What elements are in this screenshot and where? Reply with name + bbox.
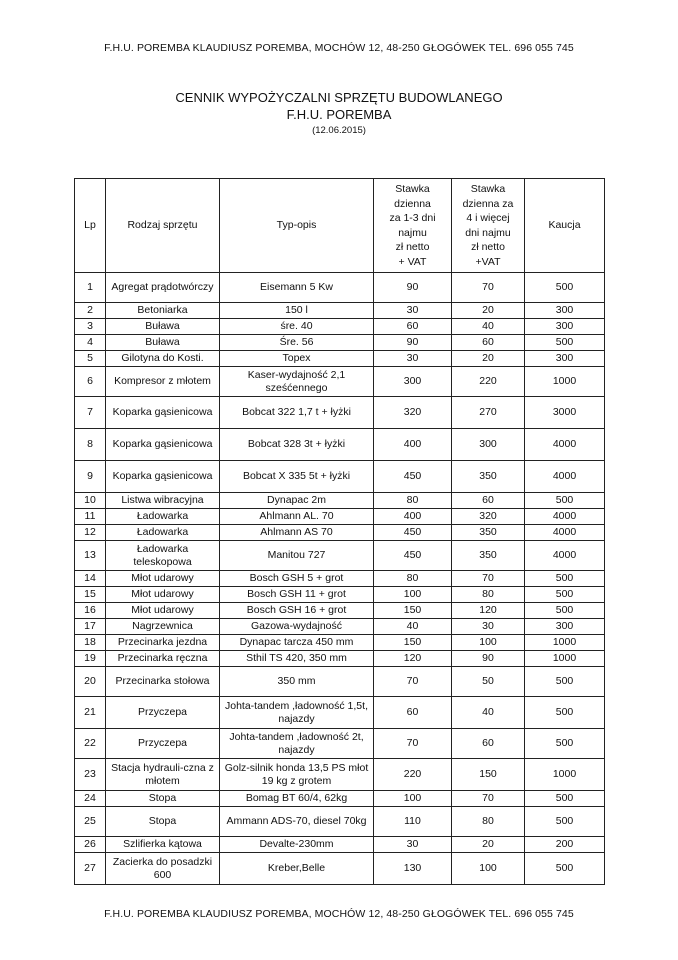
column-header-deposit: Kaucja [525, 179, 605, 273]
cell-deposit: 4000 [525, 525, 605, 541]
cell-deposit: 500 [525, 335, 605, 351]
cell-type: Devalte-230mm [220, 837, 374, 853]
column-header-equipment: Rodzaj sprzętu [106, 179, 220, 273]
table-row [75, 603, 605, 619]
cell-type: Kaser-wydajność 2,1 sześćennego [220, 367, 374, 397]
cell-deposit: 1000 [525, 759, 605, 791]
cell-lp: 6 [75, 367, 106, 397]
cell-rate-4-plus-days: 80 [452, 587, 525, 603]
cell-equipment: Kompresor z młotem [106, 367, 220, 397]
cell-rate-1-3-days: 30 [374, 837, 452, 853]
cell-equipment: Koparka gąsienicowa [106, 461, 220, 493]
cell-type: Bobcat X 335 5t + łyżki [220, 461, 374, 493]
cell-rate-4-plus-days: 350 [452, 525, 525, 541]
cell-rate-4-plus-days: 50 [452, 667, 525, 697]
cell-rate-1-3-days: 80 [374, 493, 452, 509]
cell-rate-4-plus-days: 20 [452, 837, 525, 853]
column-header-lp: Lp [75, 179, 106, 273]
cell-deposit: 500 [525, 853, 605, 885]
cell-deposit: 500 [525, 587, 605, 603]
cell-rate-4-plus-days: 150 [452, 759, 525, 791]
price-table [74, 178, 605, 885]
cell-deposit: 1000 [525, 635, 605, 651]
cell-type: Bosch GSH 5 + grot [220, 571, 374, 587]
table-row [75, 273, 605, 303]
cell-rate-1-3-days: 40 [374, 619, 452, 635]
column-header-type: Typ-opis [220, 179, 374, 273]
cell-lp: 7 [75, 397, 106, 429]
cell-equipment: Ładowarka teleskopowa [106, 541, 220, 571]
table-row [75, 587, 605, 603]
cell-rate-4-plus-days: 40 [452, 697, 525, 729]
cell-equipment: Koparka gąsienicowa [106, 429, 220, 461]
cell-rate-4-plus-days: 60 [452, 335, 525, 351]
cell-equipment: Młot udarowy [106, 571, 220, 587]
cell-type: Dynapac tarcza 450 mm [220, 635, 374, 651]
cell-rate-1-3-days: 450 [374, 525, 452, 541]
cell-type: Eisemann 5 Kw [220, 273, 374, 303]
cell-deposit: 1000 [525, 651, 605, 667]
cell-equipment: Koparka gąsienicowa [106, 397, 220, 429]
cell-deposit: 500 [525, 667, 605, 697]
cell-lp: 21 [75, 697, 106, 729]
cell-type: Ahlmann AS 70 [220, 525, 374, 541]
cell-rate-1-3-days: 450 [374, 461, 452, 493]
cell-lp: 17 [75, 619, 106, 635]
cell-type: śre. 40 [220, 319, 374, 335]
table-row [75, 397, 605, 429]
cell-lp: 4 [75, 335, 106, 351]
cell-lp: 25 [75, 807, 106, 837]
cell-type: Śre. 56 [220, 335, 374, 351]
cell-lp: 20 [75, 667, 106, 697]
cell-lp: 23 [75, 759, 106, 791]
cell-rate-4-plus-days: 40 [452, 319, 525, 335]
cell-rate-1-3-days: 100 [374, 791, 452, 807]
cell-equipment: Stopa [106, 791, 220, 807]
cell-type: 150 l [220, 303, 374, 319]
table-row [75, 319, 605, 335]
cell-lp: 24 [75, 791, 106, 807]
table-row [75, 525, 605, 541]
cell-rate-1-3-days: 80 [374, 571, 452, 587]
table-row [75, 571, 605, 587]
cell-lp: 26 [75, 837, 106, 853]
cell-rate-1-3-days: 120 [374, 651, 452, 667]
cell-equipment: Buława [106, 319, 220, 335]
cell-rate-1-3-days: 70 [374, 729, 452, 759]
table-row [75, 461, 605, 493]
cell-rate-1-3-days: 110 [374, 807, 452, 837]
cell-equipment: Buława [106, 335, 220, 351]
title-block [0, 89, 678, 138]
cell-rate-1-3-days: 220 [374, 759, 452, 791]
page-footer: F.H.U. POREMBA KLAUDIUSZ POREMBA, MOCHÓW 12, 48-250 GŁOGÓWEK TEL. 696 055 745 [104, 908, 574, 920]
cell-rate-1-3-days: 450 [374, 541, 452, 571]
cell-rate-1-3-days: 130 [374, 853, 452, 885]
cell-lp: 13 [75, 541, 106, 571]
document-title: CENNIK WYPOŻYCZALNI SPRZĘTU BUDOWLANEGO [175, 90, 503, 105]
cell-rate-4-plus-days: 90 [452, 651, 525, 667]
cell-type: Manitou 727 [220, 541, 374, 571]
cell-rate-4-plus-days: 300 [452, 429, 525, 461]
cell-equipment: Młot udarowy [106, 587, 220, 603]
table-row [75, 429, 605, 461]
cell-type: Bobcat 322 1,7 t + łyżki [220, 397, 374, 429]
cell-deposit: 300 [525, 619, 605, 635]
cell-rate-4-plus-days: 60 [452, 493, 525, 509]
cell-equipment: Przecinarka jezdna [106, 635, 220, 651]
cell-rate-4-plus-days: 220 [452, 367, 525, 397]
table-row [75, 335, 605, 351]
cell-deposit: 4000 [525, 429, 605, 461]
cell-deposit: 500 [525, 603, 605, 619]
cell-deposit: 1000 [525, 367, 605, 397]
cell-rate-1-3-days: 30 [374, 303, 452, 319]
cell-lp: 22 [75, 729, 106, 759]
cell-rate-1-3-days: 70 [374, 667, 452, 697]
table-row [75, 729, 605, 759]
cell-lp: 16 [75, 603, 106, 619]
cell-rate-4-plus-days: 70 [452, 571, 525, 587]
cell-equipment: Gilotyna do Kosti. [106, 351, 220, 367]
cell-lp: 18 [75, 635, 106, 651]
cell-lp: 11 [75, 509, 106, 525]
cell-deposit: 500 [525, 807, 605, 837]
cell-type: Johta-tandem ,ładowność 1,5t, najazdy [220, 697, 374, 729]
cell-rate-1-3-days: 320 [374, 397, 452, 429]
cell-lp: 10 [75, 493, 106, 509]
cell-equipment: Listwa wibracyjna [106, 493, 220, 509]
page-header: F.H.U. POREMBA KLAUDIUSZ POREMBA, MOCHÓW 12, 48-250 GŁOGÓWEK TEL. 696 055 745 [104, 42, 574, 54]
cell-type: Ammann ADS-70, diesel 70kg [220, 807, 374, 837]
cell-equipment: Betoniarka [106, 303, 220, 319]
cell-rate-1-3-days: 400 [374, 429, 452, 461]
document-date: (12.06.2015) [312, 125, 366, 136]
table-row [75, 493, 605, 509]
cell-lp: 8 [75, 429, 106, 461]
cell-type: Gazowa-wydajność [220, 619, 374, 635]
cell-rate-4-plus-days: 270 [452, 397, 525, 429]
cell-equipment: Przyczepa [106, 697, 220, 729]
cell-rate-1-3-days: 400 [374, 509, 452, 525]
table-row [75, 351, 605, 367]
cell-type: Ahlmann AL. 70 [220, 509, 374, 525]
cell-deposit: 500 [525, 791, 605, 807]
cell-lp: 3 [75, 319, 106, 335]
cell-rate-4-plus-days: 20 [452, 303, 525, 319]
cell-deposit: 500 [525, 697, 605, 729]
cell-equipment: Młot udarowy [106, 603, 220, 619]
table-body [75, 273, 605, 885]
cell-deposit: 4000 [525, 461, 605, 493]
cell-deposit: 500 [525, 493, 605, 509]
cell-type: Bosch GSH 11 + grot [220, 587, 374, 603]
cell-rate-4-plus-days: 30 [452, 619, 525, 635]
cell-type: Bosch GSH 16 + grot [220, 603, 374, 619]
cell-deposit: 4000 [525, 509, 605, 525]
cell-lp: 1 [75, 273, 106, 303]
cell-rate-1-3-days: 90 [374, 335, 452, 351]
cell-lp: 2 [75, 303, 106, 319]
cell-type: Bobcat 328 3t + łyżki [220, 429, 374, 461]
table-row [75, 509, 605, 525]
table-row [75, 635, 605, 651]
cell-equipment: Przecinarka stołowa [106, 667, 220, 697]
cell-equipment: Zacierka do posadzki 600 [106, 853, 220, 885]
table-header-row [75, 179, 605, 273]
cell-type: Johta-tandem ,ładowność 2t, najazdy [220, 729, 374, 759]
cell-rate-4-plus-days: 60 [452, 729, 525, 759]
cell-equipment: Stopa [106, 807, 220, 837]
table-row [75, 759, 605, 791]
cell-deposit: 300 [525, 303, 605, 319]
table-row [75, 667, 605, 697]
cell-lp: 12 [75, 525, 106, 541]
cell-rate-1-3-days: 30 [374, 351, 452, 367]
cell-rate-4-plus-days: 100 [452, 853, 525, 885]
table-row [75, 697, 605, 729]
cell-rate-1-3-days: 60 [374, 319, 452, 335]
table-row [75, 303, 605, 319]
table-row [75, 807, 605, 837]
cell-rate-4-plus-days: 100 [452, 635, 525, 651]
cell-rate-1-3-days: 90 [374, 273, 452, 303]
cell-deposit: 300 [525, 351, 605, 367]
table-row [75, 619, 605, 635]
cell-type: Sthil TS 420, 350 mm [220, 651, 374, 667]
cell-lp: 15 [75, 587, 106, 603]
cell-rate-1-3-days: 300 [374, 367, 452, 397]
cell-equipment: Przyczepa [106, 729, 220, 759]
cell-deposit: 500 [525, 729, 605, 759]
column-header-rate-1-3-days: Stawka dzienna za 1-3 dni najmu zł netto + VAT [374, 179, 452, 273]
cell-equipment: Ładowarka [106, 525, 220, 541]
cell-deposit: 500 [525, 571, 605, 587]
cell-lp: 19 [75, 651, 106, 667]
cell-type: 350 mm [220, 667, 374, 697]
table-row [75, 837, 605, 853]
cell-lp: 14 [75, 571, 106, 587]
cell-deposit: 3000 [525, 397, 605, 429]
cell-deposit: 200 [525, 837, 605, 853]
cell-equipment: Stacja hydrauli-czna z młotem [106, 759, 220, 791]
cell-type: Dynapac 2m [220, 493, 374, 509]
cell-rate-1-3-days: 150 [374, 635, 452, 651]
cell-deposit: 4000 [525, 541, 605, 571]
column-header-rate-4-plus-days: Stawka dzienna za 4 i więcej dni najmu zł netto +VAT [452, 179, 525, 273]
cell-rate-1-3-days: 60 [374, 697, 452, 729]
cell-rate-4-plus-days: 70 [452, 273, 525, 303]
document-subtitle: F.H.U. POREMBA [286, 107, 392, 122]
cell-equipment: Agregat prądotwórczy [106, 273, 220, 303]
cell-lp: 5 [75, 351, 106, 367]
cell-rate-4-plus-days: 350 [452, 461, 525, 493]
cell-rate-1-3-days: 150 [374, 603, 452, 619]
cell-rate-4-plus-days: 320 [452, 509, 525, 525]
cell-equipment: Przecinarka ręczna [106, 651, 220, 667]
cell-equipment: Nagrzewnica [106, 619, 220, 635]
cell-rate-4-plus-days: 120 [452, 603, 525, 619]
cell-type: Topex [220, 351, 374, 367]
cell-rate-4-plus-days: 80 [452, 807, 525, 837]
cell-rate-4-plus-days: 350 [452, 541, 525, 571]
table-row [75, 853, 605, 885]
cell-type: Golz-silnik honda 13,5 PS młot 19 kg z grotem [220, 759, 374, 791]
cell-lp: 9 [75, 461, 106, 493]
cell-deposit: 500 [525, 273, 605, 303]
cell-deposit: 300 [525, 319, 605, 335]
table-row [75, 541, 605, 571]
cell-rate-1-3-days: 100 [374, 587, 452, 603]
table-row [75, 791, 605, 807]
cell-equipment: Ładowarka [106, 509, 220, 525]
cell-rate-4-plus-days: 70 [452, 791, 525, 807]
cell-lp: 27 [75, 853, 106, 885]
cell-rate-4-plus-days: 20 [452, 351, 525, 367]
cell-type: Bomag BT 60/4, 62kg [220, 791, 374, 807]
table-row [75, 367, 605, 397]
cell-type: Kreber,Belle [220, 853, 374, 885]
table-row [75, 651, 605, 667]
cell-equipment: Szlifierka kątowa [106, 837, 220, 853]
